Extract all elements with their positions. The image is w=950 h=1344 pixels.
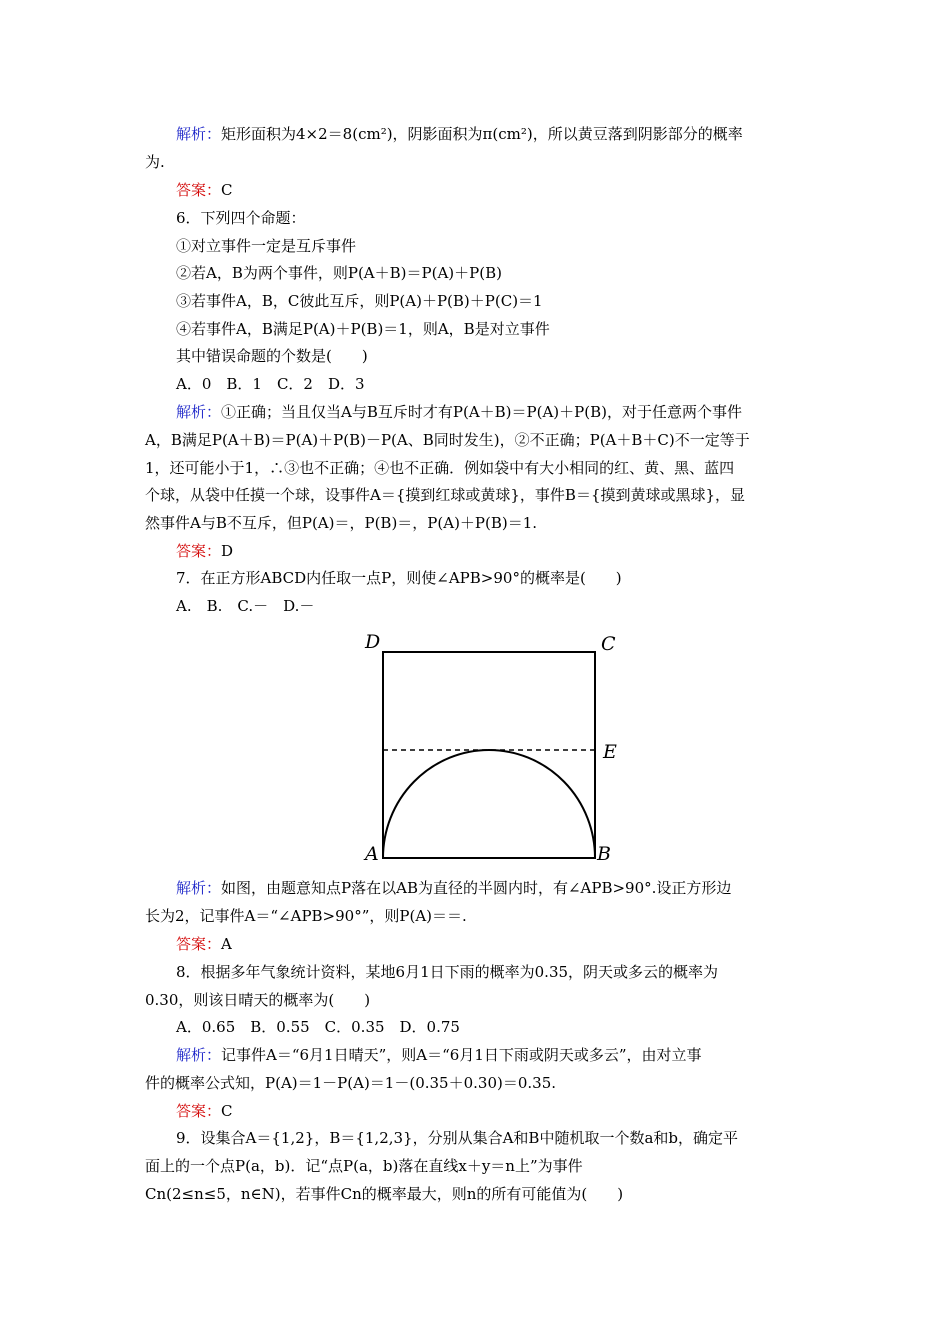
answer-label: 答案：: [176, 1102, 222, 1120]
q6-proposition-4: ④若事件A，B满足P(A)＋P(B)＝1，则A，B是对立事件: [176, 320, 550, 338]
q5-analysis-line-1: [176, 124, 743, 144]
q8-stem-line-2: 0.30，则该日晴天的概率为( ): [145, 991, 371, 1009]
label-a: A: [365, 843, 379, 865]
q8-analysis-line-1: [176, 1045, 702, 1065]
answer-value: C: [221, 181, 233, 199]
q6-question: 其中错误命题的个数是( ): [176, 347, 368, 365]
analysis-label: 解析：: [176, 1046, 222, 1064]
q7-analysis-line-1: [176, 878, 731, 898]
q7-options: A. B. C.－ D.－: [176, 597, 315, 615]
square-abcd: [383, 652, 595, 858]
q8-options: A．0.65 B．0.55 C．0.35 D．0.75: [176, 1018, 460, 1036]
answer-value: D: [221, 542, 234, 560]
q6-answer: [176, 541, 233, 561]
analysis-text: ①正确；当且仅当A与B互斥时才有P(A＋B)＝P(A)＋P(B)，对于任意两个事件: [221, 403, 742, 421]
q5-analysis-line-2: 为.: [145, 153, 165, 171]
q6-proposition-3: ③若事件A，B，C彼此互斥，则P(A)＋P(B)＋P(C)＝1: [176, 292, 543, 310]
answer-value: C: [221, 1102, 233, 1120]
q8-answer: [176, 1101, 233, 1121]
analysis-label: 解析：: [176, 879, 222, 897]
q6-stem: 6．下列四个命题：: [176, 209, 306, 227]
q8-stem-line-1: 8．根据多年气象统计资料，某地6月1日下雨的概率为0.35，阴天或多云的概率为: [176, 963, 719, 981]
q6-analysis-line-5: 然事件A与B不互斥，但P(A)＝，P(B)＝，P(A)＋P(B)＝1.: [145, 514, 538, 532]
q6-analysis-line-1: [176, 402, 742, 422]
answer-value: A: [221, 935, 232, 953]
analysis-text: 如图，由题意知点P落在以AB为直径的半圆内时，有∠APB>90°.设正方形边: [221, 879, 732, 897]
analysis-label: 解析：: [176, 125, 222, 143]
label-e: E: [603, 741, 617, 763]
label-c: C: [601, 633, 616, 655]
label-b: B: [597, 843, 611, 865]
analysis-text: 矩形面积为4×2＝8(cm²)，阴影面积为π(cm²)，所以黄豆落到阴影部分的概率: [221, 125, 743, 143]
q7-answer: [176, 934, 232, 954]
q6-analysis-line-4: 个球，从袋中任摸一个球，设事件A＝{摸到红球或黄球}，事件B＝{摸到黄球或黑球}，显: [145, 486, 746, 504]
q5-answer: [176, 180, 233, 200]
q9-stem-line-1: 9．设集合A＝{1,2}，B＝{1,2,3}，分别从集合A和B中随机取一个数a和b，确定平: [176, 1129, 738, 1147]
q8-analysis-line-2: 件的概率公式知，P(A)＝1－P(A)＝1－(0.35＋0.30)＝0.35.: [145, 1074, 557, 1092]
analysis-text: 记事件A＝“6月1日晴天”，则A＝“6月1日下雨或阴天或多云”，由对立事: [221, 1046, 702, 1064]
analysis-label: 解析：: [176, 403, 222, 421]
q6-analysis-line-3: 1，还可能小于1，∴③也不正确；④也不正确．例如袋中有大小相同的红、黄、黑、蓝四: [145, 459, 735, 477]
semicircle-ab: [383, 750, 595, 858]
q6-proposition-2: ②若A，B为两个事件，则P(A＋B)＝P(A)＋P(B): [176, 264, 502, 282]
q9-stem-line-2: 面上的一个点P(a，b)．记“点P(a，b)落在直线x＋y＝n上”为事件: [145, 1157, 583, 1175]
q9-stem-line-3: Cn(2≤n≤5，n∈N)，若事件Cn的概率最大，则n的所有可能值为( ): [145, 1185, 624, 1203]
q6-options: A．0 B．1 C．2 D．3: [176, 375, 365, 393]
label-d: D: [365, 631, 381, 653]
q7-stem: 7．在正方形ABCD内任取一点P，则使∠APB>90°的概率是( ): [176, 569, 622, 587]
answer-label: 答案：: [176, 935, 222, 953]
square-semicircle-figure: [355, 624, 625, 869]
q7-analysis-line-2: 长为2，记事件A＝“∠APB>90°”，则P(A)＝＝.: [145, 907, 467, 925]
answer-label: 答案：: [176, 181, 222, 199]
q6-proposition-1: ①对立事件一定是互斥事件: [176, 237, 357, 255]
q6-analysis-line-2: A，B满足P(A＋B)＝P(A)＋P(B)－P(A、B同时发生)，②不正确；P(A＋B＋C)不一定等于: [145, 431, 750, 449]
answer-label: 答案：: [176, 542, 222, 560]
